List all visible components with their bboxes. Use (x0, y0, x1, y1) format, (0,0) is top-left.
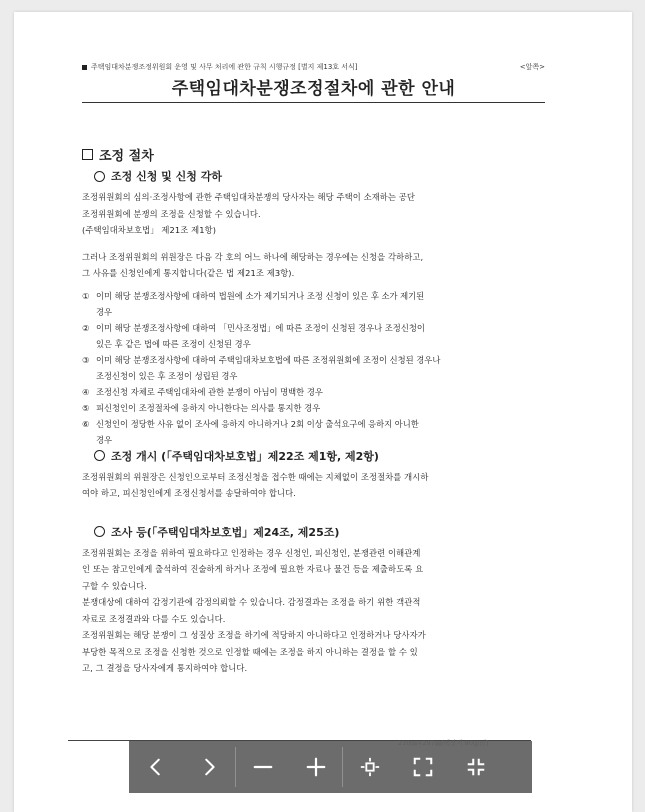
dismissal-paragraph: 그러나 조정위원회의 위원장은 다음 각 호의 어느 하나에 해당하는 경우에는 신청을 각하하고, 그 사유를 신청인에게 통지합니다(같은 법 제21조 제3항). (82, 251, 424, 278)
plus-icon (305, 756, 327, 778)
circle-bullet-icon (94, 450, 105, 461)
zoom-out-button[interactable] (236, 741, 289, 793)
list-item: ② 이미 해당 분쟁조정사항에 대하여 「민사조정법」에 따른 조정이 신청된 경우나 조정신청이 있은 후 같은 법에 따른 조정이 신청된 경우 (82, 322, 425, 349)
list-item: ⑤ 피신청인이 조정절차에 응하지 아니한다는 의사를 통지한 경우 (82, 402, 321, 413)
document-page (14, 12, 632, 812)
next-page-button[interactable] (182, 741, 235, 793)
fullscreen-button[interactable] (396, 741, 449, 793)
circle-bullet-icon (94, 171, 105, 182)
application-paragraph: 조정위원회의 심의·조정사항에 관한 주택임대차분쟁의 당사자는 해당 주택이 소재하는 공단 조정위원회에 분쟁의 조정을 신청할 수 있습니다. (주택임대차보호법」 제21조 제1항) (82, 192, 416, 235)
front-page-label: <앞쪽> (519, 63, 545, 71)
dismissal-list (82, 288, 545, 448)
prev-page-button[interactable] (129, 741, 182, 793)
checkbox-square-icon (82, 149, 93, 160)
subsection-title-commencement: 조정 개시 (「주택임대차보호법」제22조 제1항, 제2항) (82, 448, 545, 464)
black-square-icon (82, 65, 87, 70)
circle-bullet-icon (94, 526, 105, 537)
collapse-icon (465, 756, 487, 778)
subsection-title-investigation: 조사 등(「주택임대차보호법」제24조, 제25조) (82, 524, 545, 540)
minus-icon (252, 756, 274, 778)
chevron-right-icon (198, 756, 220, 778)
chevron-left-icon (145, 756, 167, 778)
section-title: 조정 절차 (82, 145, 545, 164)
page-title: 주택임대차분쟁조정절차에 관한 안내 (82, 74, 545, 103)
document-content (82, 62, 545, 677)
list-item: ③ 이미 해당 분쟁조정사항에 대하여 주택임대차보호법에 따른 조정위원회에 조정이 신청된 경우나 조정신청이 있은 후 조정이 성립된 경우 (82, 354, 441, 381)
list-item: ④ 조정신청 자체로 주택임대차에 관한 분쟁이 아님이 명백한 경우 (82, 386, 323, 397)
fit-page-icon (359, 756, 381, 778)
exit-fullscreen-button[interactable] (449, 741, 502, 793)
list-item: ⑥ 신청인이 정당한 사유 없이 조사에 응하지 아니하거나 2회 이상 출석요구에 응하지 아니한 경우 (82, 418, 419, 445)
zoom-in-button[interactable] (289, 741, 342, 793)
viewer-toolbar (129, 741, 532, 793)
list-item: ① 이미 해당 분쟁조정사항에 대하여 법원에 소가 제기되거나 조정 신청이 있은 후 소가 제기된 경우 (82, 290, 425, 317)
investigation-paragraph: 조정위원회는 조정을 위하여 필요하다고 인정하는 경우 신청인, 피신청인, 분쟁관련 이해관계 인 또는 참고인에게 출석하여 진술하게 하거나 조정에 필요한 자료나 물건 등을 제출하도록 요 구할 수 있습니다. 분쟁대상에 대하여 감정기관에 감정의뢰할 수 있습니다. 감정결과는 조정을 하기 위한 객관적 자료로 조정결과와 다를 수도 있습니다. 조정위원회는 해당 분쟁이 그 성질상 조정을 하기에 적당하지 아니하다고 인정하거나 당사자가 부당한 목적으로 조정을 신청한 것으로 인정할 때에는 조정을 하지 아니하는 결정을 할 수 있 고, 그 결정을 당사자에게 통지하여야 합니다. (82, 547, 426, 673)
commencement-paragraph: 조정위원회의 위원장은 신청인으로부터 조정신청을 접수한 때에는 지체없이 조정절차를 개시하 여야 하고, 피신청인에게 조정신청서를 송달하여야 합니다. (82, 471, 429, 498)
form-header (82, 62, 545, 72)
form-reference: 주택임대차분쟁조정위원회 운영 및 사무 처리에 관한 규칙 시행규정 [별지 제13호 서식] (91, 63, 358, 71)
fit-page-button[interactable] (343, 741, 396, 793)
subsection-title-application: 조정 신청 및 신청 각하 (82, 168, 545, 184)
expand-icon (412, 756, 434, 778)
